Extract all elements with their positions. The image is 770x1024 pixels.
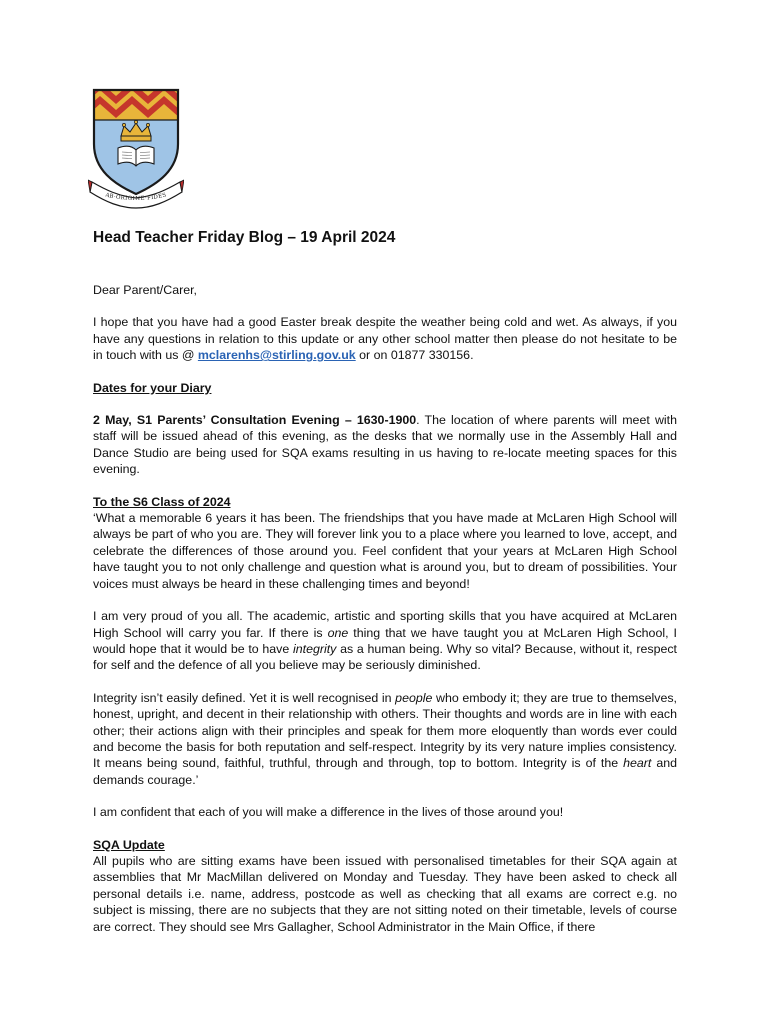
sqa-paragraph: All pupils who are sitting exams have been issued with personalised timetables for their SQA again at assemblies that Mr MacMillan delivered on Monday and Tuesday. They have been asked to check all personal details i.e. name, address, postcode as well as checking that all exams are correct e.g. no subject is missing, there are no subjects that they are not sitting noted on their timetable, levels of course are correct. They should see Mrs Gallagher, School Administrator in the Main Office, if there bbox=[93, 853, 677, 934]
consultation-paragraph: 2 May, S1 Parents’ Consultation Evening – 1630-1900. The location of where parents will meet with staff will be issued ahead of this evening, as the desks that we normally use in the Assembly Hall and Dance Studio are being used for SQA exams resulting in us having to re-locate meeting spaces for this evening. bbox=[93, 413, 677, 477]
crest-motto: AB·ORIGINE·FIDES bbox=[104, 192, 168, 203]
dates-heading: Dates for your Diary bbox=[93, 380, 212, 395]
blog-content bbox=[93, 228, 677, 935]
s6-paragraph-4: I am confident that each of you will make a difference in the lives of those around you! bbox=[93, 805, 564, 820]
s6-paragraph-1: ‘What a memorable 6 years it has been. The friendships that you have made at McLaren High School will always be part of who you are. They will forever link you to a place where you learned to love, accept, and celebrate the differences of those around you. Feel confident that your years at McLaren High School have taught you to not only challenge and question what is around you, but to dream of possibilities. Your voices must always be heard in these challenging times and beyond! bbox=[93, 511, 677, 591]
intro-paragraph: I hope that you have had a good Easter break despite the weather being cold and wet. As always, if you have any questions in relation to this update or any other school matter then please do not hesitate to be in touch with us @ mclarenhs@stirling.gov.uk or on 01877 330156. bbox=[93, 315, 677, 363]
greeting: Dear Parent/Carer, bbox=[93, 283, 197, 297]
school-crest-logo bbox=[88, 86, 184, 212]
email-link[interactable]: mclarenhs@stirling.gov.uk bbox=[197, 348, 356, 363]
page-title: Head Teacher Friday Blog – 19 April 2024 bbox=[93, 229, 396, 246]
s6-paragraph-2: I am very proud of you all. The academic, artistic and sporting skills that you have acquired at McLaren High School will carry you far. If there is one thing that we have taught you at McLaren High School, I would hope that it would be to have integrity as a human being. Why so vital? Because, without it, respect for self and the defence of all you believe may be seriously diminished. bbox=[93, 609, 677, 673]
s6-heading: To the S6 Class of 2024 bbox=[93, 494, 231, 509]
consultation-date: 2 May, S1 Parents’ Consultation Evening – 1630-1900 bbox=[93, 413, 417, 428]
s6-paragraph-3: Integrity isn’t easily defined. Yet it is well recognised in people who embody it; they are true to themselves, honest, upright, and decent in their relationship with others. Their thoughts and words are in line with each other; their actions align with their principles and speak for them more eloquently than words ever could and become the basis for both reputation and self-respect. Integrity by its very nature implies consistency. It means being sound, faithful, truthful, through and through, top to bottom. Integrity is of the heart and demands courage.’ bbox=[93, 690, 677, 787]
sqa-heading: SQA Update bbox=[93, 837, 165, 852]
